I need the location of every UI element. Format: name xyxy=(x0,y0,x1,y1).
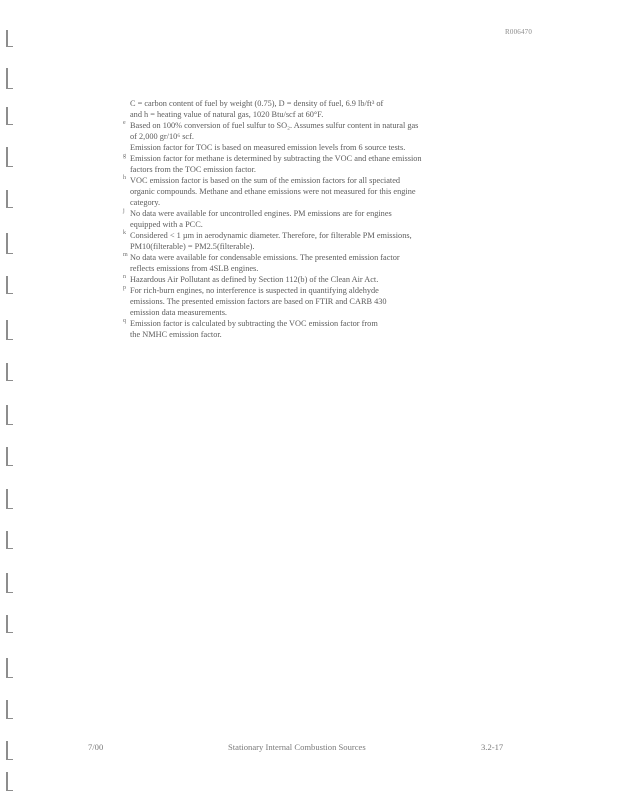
document-id: R006470 xyxy=(505,28,533,36)
binding-mark xyxy=(6,363,8,380)
footnote xyxy=(116,318,506,340)
binding-marks xyxy=(0,0,30,800)
footnote-marker: k xyxy=(123,230,126,236)
footnote-line: Emission factor is calculated by subtracting the VOC emission factor from xyxy=(130,319,378,328)
footnote-line: Emission factor for TOC is based on measured emission levels from 6 source tests. xyxy=(130,143,406,152)
binding-mark xyxy=(6,489,8,508)
footnote-line: VOC emission factor is based on the sum of the emission factors for all speciated xyxy=(130,176,401,185)
footnote xyxy=(116,230,506,252)
footnote-marker: j xyxy=(123,208,125,214)
binding-mark xyxy=(6,233,8,253)
footnote xyxy=(116,98,506,120)
footnote-line: PM10(filterable) = PM2.5(filterable). xyxy=(130,242,255,251)
footnote-marker: n xyxy=(123,274,126,280)
binding-mark xyxy=(6,700,8,718)
page-footer xyxy=(0,742,618,756)
footnote-marker: h xyxy=(123,175,126,181)
binding-mark xyxy=(6,447,8,465)
binding-mark xyxy=(6,658,8,677)
binding-mark xyxy=(6,276,8,293)
footnote-line: organic compounds. Methane and ethane emissions were not measured for this engine xyxy=(130,187,416,196)
footnote-line: category. xyxy=(130,198,161,207)
footnote xyxy=(116,274,506,285)
footnote-marker: q xyxy=(123,318,126,324)
footnote-marker: e xyxy=(123,120,126,126)
footnote xyxy=(116,175,506,208)
binding-mark xyxy=(6,30,8,46)
footnote-line: emissions. The presented emission factors are based on FTIR and CARB 430 xyxy=(130,297,387,306)
footnote-line: emission data measurements. xyxy=(130,308,228,317)
binding-mark xyxy=(6,107,8,124)
binding-mark xyxy=(6,531,8,548)
footnote-line: reflects emissions from 4SLB engines. xyxy=(130,264,259,273)
binding-mark xyxy=(6,147,8,166)
binding-mark xyxy=(6,320,8,339)
footnote xyxy=(116,208,506,230)
footnote-marker: m xyxy=(123,252,128,258)
footnote-line: Considered < 1 µm in aerodynamic diameter. Therefore, for filterable PM emissions, xyxy=(130,231,412,240)
footnote-line: Hazardous Air Pollutant as defined by Section 112(b) of the Clean Air Act. xyxy=(130,275,379,284)
footnote-line: No data were available for condensable emissions. The presented emission factor xyxy=(130,253,400,262)
footer-date: 7/00 xyxy=(88,742,104,752)
footnote-line: Emission factor for methane is determined by subtracting the VOC and ethane emission xyxy=(130,154,422,163)
binding-mark xyxy=(6,573,8,592)
footer-page-number: 3.2-17 xyxy=(481,742,504,752)
footnote-line: the NMHC emission factor. xyxy=(130,330,222,339)
footnote xyxy=(116,120,506,142)
footnote-line: factors from the TOC emission factor. xyxy=(130,165,256,174)
table-footnotes xyxy=(116,98,506,340)
footnote-line: Based on 100% conversion of fuel sulfur to SO₂. Assumes sulfur content in natural gas xyxy=(130,121,419,130)
footnote xyxy=(116,252,506,274)
footnote-marker: g xyxy=(123,153,126,159)
footnote-line: For rich-burn engines, no interference is suspected in quantifying aldehyde xyxy=(130,286,379,295)
binding-mark xyxy=(6,405,8,424)
binding-mark xyxy=(6,68,8,88)
footnote-marker: p xyxy=(123,285,126,291)
footnote-line: No data were available for uncontrolled engines. PM emissions are for engines xyxy=(130,209,392,218)
footnote xyxy=(116,285,506,318)
footnote-line: and h = heating value of natural gas, 1020 Btu/scf at 60°F. xyxy=(130,110,324,119)
footnote xyxy=(116,153,506,175)
binding-mark xyxy=(6,190,8,207)
footer-title: Stationary Internal Combustion Sources xyxy=(228,742,366,752)
footnote-line: C = carbon content of fuel by weight (0.75), D = density of fuel, 6.9 lb/ft³ of xyxy=(130,99,384,108)
footnote-line: equipped with a PCC. xyxy=(130,220,203,229)
binding-mark xyxy=(6,772,8,790)
footnote-line: of 2,000 gr/10⁶ scf. xyxy=(130,132,194,141)
binding-mark xyxy=(6,615,8,632)
footnote xyxy=(116,142,506,153)
